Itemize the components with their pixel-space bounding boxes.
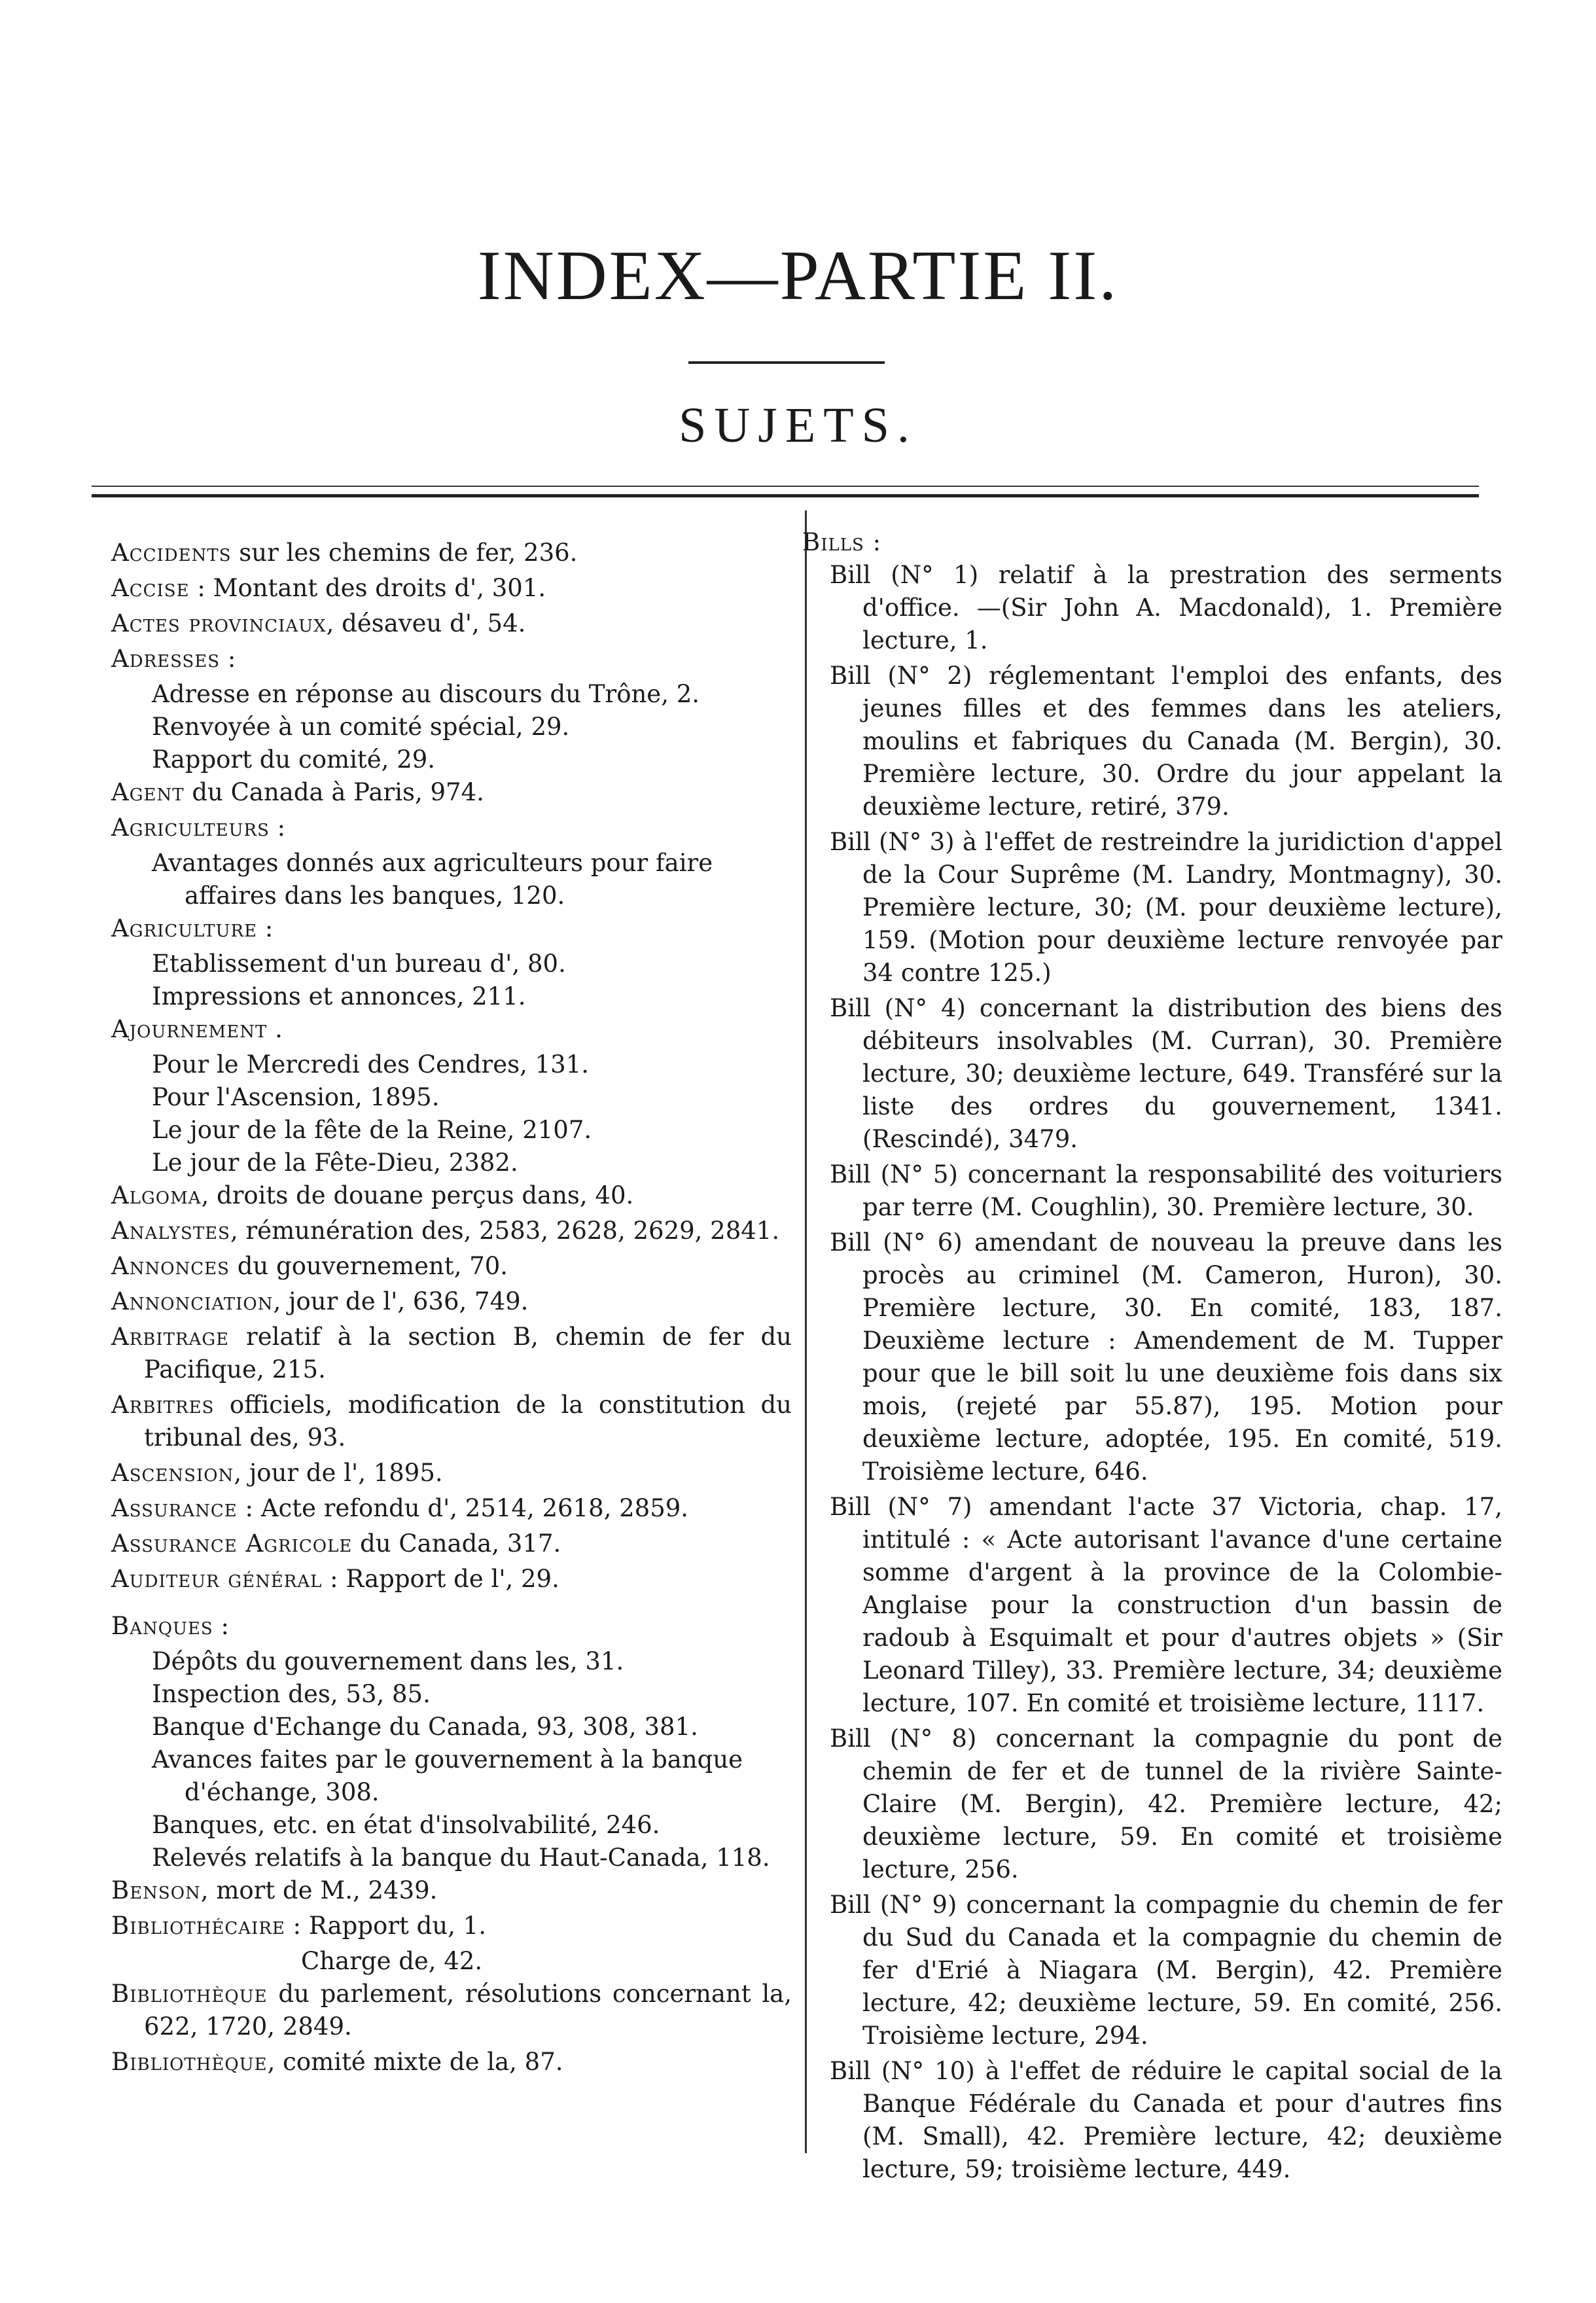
index-entry [111,1389,792,1454]
subentry-text: Renvoyée à un comité spécial, 29. [152,713,570,741]
entry-heading: Agriculture [111,914,258,942]
entry-text: : [213,1612,229,1640]
entry-text: : Montant des droits d', 301. [189,574,546,602]
entry-heading: Banques [111,1612,213,1640]
entry-text: : Rapport du, 1. [285,1912,486,1940]
subentry-text: Charge de, 42. [301,1947,483,1975]
entry-text: : Acte refondu d', 2514, 2618, 2859. [237,1494,689,1522]
index-subentry [111,1147,792,1179]
index-entry [111,912,792,945]
entry-heading: Agriculteurs [111,813,270,842]
entry-text: : Rapport de l', 29. [322,1565,559,1593]
index-entry [111,1285,792,1318]
subentry-text: Etablissement d'un bureau d', 80. [152,950,566,978]
entry-heading: Analystes [111,1217,230,1245]
subentry-text: Banques, etc. en état d'insolvabilité, 246. [152,1811,660,1839]
entry-heading: Ascension [111,1459,234,1487]
entry-text: relatif à la section B, chemin de fer du Pacifique, 215. [144,1323,792,1384]
subentry-text: Rapport du comité, 29. [152,745,436,774]
entry-heading: Auditeur général [111,1565,323,1593]
bills-heading-label: Bills [802,528,864,556]
entry-text: . [267,1015,283,1043]
index-entry [111,1527,792,1560]
index-subentry [111,1678,792,1711]
entry-heading: Annonciation [111,1287,274,1315]
index-entry [111,1215,792,1247]
subentry-text: Banque d'Echange du Canada, 93, 308, 381. [152,1713,698,1741]
index-subentry [111,1743,792,1809]
bill-entry: Bill (N° 4) concernant la distribution des biens des débiteurs insolvables (M. Curran), 30. Première lecture, 30; deuxième lecture, 649. Transféré sur la liste des ordres du gouvernement, 1341. (Rescindé), 3479. [830,994,1502,1153]
entry-heading: Arbitres [111,1391,215,1419]
entry-text: : [220,645,236,673]
entry-heading: Bibliothécaire [111,1912,285,1940]
entry-text: : [257,914,274,942]
bill-entry: Bill (N° 7) amendant l'acte 37 Victoria, chap. 17, intitulé : « Acte autorisant l'avance d'une certaine somme d'argent à la province de la Colombie-Anglaise pour la construction d'un bassin de radoub à Esquimalt et pour d'autres objets » (Sir Leonard Tilley), 33. Première lecture, 34; deuxième lecture, 107. En comité et troisième lecture, 1117. [830,1493,1502,1717]
entry-text: , jour de l', 636, 749. [273,1287,529,1315]
entry-heading: Arbitrage [111,1323,230,1351]
entry-heading: Actes provinciaux [111,609,327,637]
bill-entry: Bill (N° 9) concernant la compagnie du chemin de fer du Sud du Canada et la compagnie du chemin de fer d'Erié à Niagara (M. Bergin), 42. Première lecture, 42; deuxième lecture, 59. En comité, 256. Troisième lecture, 294. [830,1891,1502,2050]
bill-entry: Bill (N° 3) à l'effet de restreindre la juridiction d'appel de la Cour Suprême (M. Landry, Montmagny), 30. Première lecture, 30; (M. pour deuxième lecture), 159. (Motion pour deuxième lecture renvoyée par 34 contre 125.) [830,828,1502,987]
index-subentry [111,1048,792,1081]
index-subentry [111,678,792,711]
entry-text: , mort de M., 2439. [200,1876,438,1904]
entry-heading: Accidents [111,539,232,567]
entry-text: , comité mixte de la, 87. [267,2048,563,2076]
index-entry [111,1492,792,1525]
entry-heading: Accise [111,574,190,602]
entry-text: du gouvernement, 70. [229,1252,508,1280]
bill-entry: Bill (N° 2) réglementant l'emploi des enfants, des jeunes filles et des femmes dans les ateliers, moulins et fabriques du Canada (M. Bergin), 30. Première lecture, 30. Ordre du jour appelant la deuxième lecture, retiré, 379. [830,662,1502,821]
right-column [802,526,1502,2188]
subentry-text: Pour le Mercredi des Cendres, 131. [152,1050,590,1079]
entry-heading: Bibliothèque [111,2048,268,2076]
page-title: INDEX—PARTIE II. [477,237,1119,315]
index-subentry [111,1081,792,1114]
subentry-text: Avances faites par le gouvernement à la banque d'échange, 308. [152,1745,743,1806]
index-subentry [111,948,792,980]
index-entry [111,537,792,569]
index-entry [111,1978,792,2043]
entry-text: , jour de l', 1895. [234,1459,443,1487]
index-subentry [111,711,792,743]
entry-heading: Adresses [111,645,221,673]
entry-heading: Benson [111,1876,201,1904]
subentry-text: Inspection des, 53, 85. [152,1680,431,1708]
bill-entry: Bill (N° 10) à l'effet de réduire le capital social de la Banque Fédérale du Canada et pour d'autres fins (M. Small), 42. Première lecture, 42; deuxième lecture, 59; troisième lecture, 449. [830,2057,1502,2183]
bill-entry: Bill (N° 8) concernant la compagnie du pont de chemin de fer et de tunnel de la rivière Sainte-Claire (M. Bergin), 42. Première lecture, 42; deuxième lecture, 59. En comité et troisième lecture, 256. [830,1724,1502,1883]
index-entry [111,572,792,605]
bills-heading-suffix: : [864,528,882,556]
index-entry [111,1563,792,1596]
bills-heading [802,526,1502,559]
entry-text: , rémunération des, 2583, 2628, 2629, 2841. [230,1217,780,1245]
index-entry [111,2046,792,2079]
subentry-text: Dépôts du gouvernement dans les, 31. [152,1647,624,1675]
bill-entry: Bill (N° 1) relatif à la prestration des serments d'office. —(Sir John A. Macdonald), 1. Première lecture, 1. [830,561,1502,654]
index-subentry [111,1842,792,1874]
entry-text: du Canada, 317. [352,1529,561,1558]
subentry-text: Relevés relatifs à la banque du Haut-Canada, 118. [152,1844,770,1872]
entry-heading: Bibliothèque [111,1980,268,2008]
entry-heading: Assurance Agricole [111,1529,353,1558]
bill-entry: Bill (N° 6) amendant de nouveau la preuve dans les procès au criminel (M. Cameron, Huron), 30. Première lecture, 30. En comité, 183, 187. Deuxième lecture : Amendement de M. Tupper pour que le bill soit lu une deuxième fois dans six mois, (rejeté par 55.87), 195. Motion pour deuxième lecture, adoptée, 195. En comité, 519. Troisième lecture, 646. [830,1228,1502,1486]
subentry-text: Le jour de la Fête-Dieu, 2382. [152,1149,518,1177]
subentry-text: Pour l'Ascension, 1895. [152,1083,440,1111]
page-subtitle: SUJETS. [679,398,917,453]
bill-entry: Bill (N° 5) concernant la responsabilité des voituriers par terre (M. Coughlin), 30. Première lecture, 30. [830,1160,1502,1221]
index-subentry [111,847,792,912]
entry-text: officiels, modification de la constitution du tribunal des, 93. [144,1391,792,1452]
index-subentry [111,1645,792,1678]
index-entry [111,1910,792,1942]
entry-text: du Canada à Paris, 974. [184,778,484,806]
index-subentry [111,1945,792,1978]
entry-text: , droits de douane perçus dans, 40. [201,1181,634,1209]
header-rule-thin [92,486,1479,487]
index-entry [111,643,792,675]
index-entry [111,1610,792,1643]
index-entry [111,1250,792,1283]
entry-heading: Agent [111,778,185,806]
index-entry [111,1013,792,1046]
index-entry [111,812,792,844]
entry-text: , désaveu d', 54. [326,609,526,637]
header-rule-thick [92,494,1479,497]
index-entry [111,607,792,640]
subentry-text: Impressions et annonces, 211. [152,982,526,1010]
entry-text: : [269,813,286,842]
index-entry [111,1874,792,1907]
index-subentry [111,1711,792,1743]
entry-heading: Algoma [111,1181,202,1209]
index-subentry [111,1114,792,1147]
subentry-text: Adresse en réponse au discours du Trône, 2. [152,680,700,708]
entry-text: du parlement, résolutions concernant la, 622, 1720, 2849. [144,1980,792,2041]
entry-text: sur les chemins de fer, 236. [231,539,578,567]
title-rule [688,361,885,364]
index-subentry [111,1809,792,1842]
left-column [111,537,792,2081]
index-entry [111,1179,792,1212]
index-subentry [111,980,792,1013]
index-entry [111,1457,792,1490]
index-entry [111,1321,792,1386]
index-subentry [111,743,792,776]
entry-heading: Annonces [111,1252,230,1280]
entry-heading: Ajournement [111,1015,268,1043]
subentry-text: Le jour de la fête de la Reine, 2107. [152,1116,592,1144]
subentry-text: Avantages donnés aux agriculteurs pour faire affaires dans les banques, 120. [152,849,713,910]
index-entry [111,776,792,809]
entry-heading: Assurance [111,1494,238,1522]
